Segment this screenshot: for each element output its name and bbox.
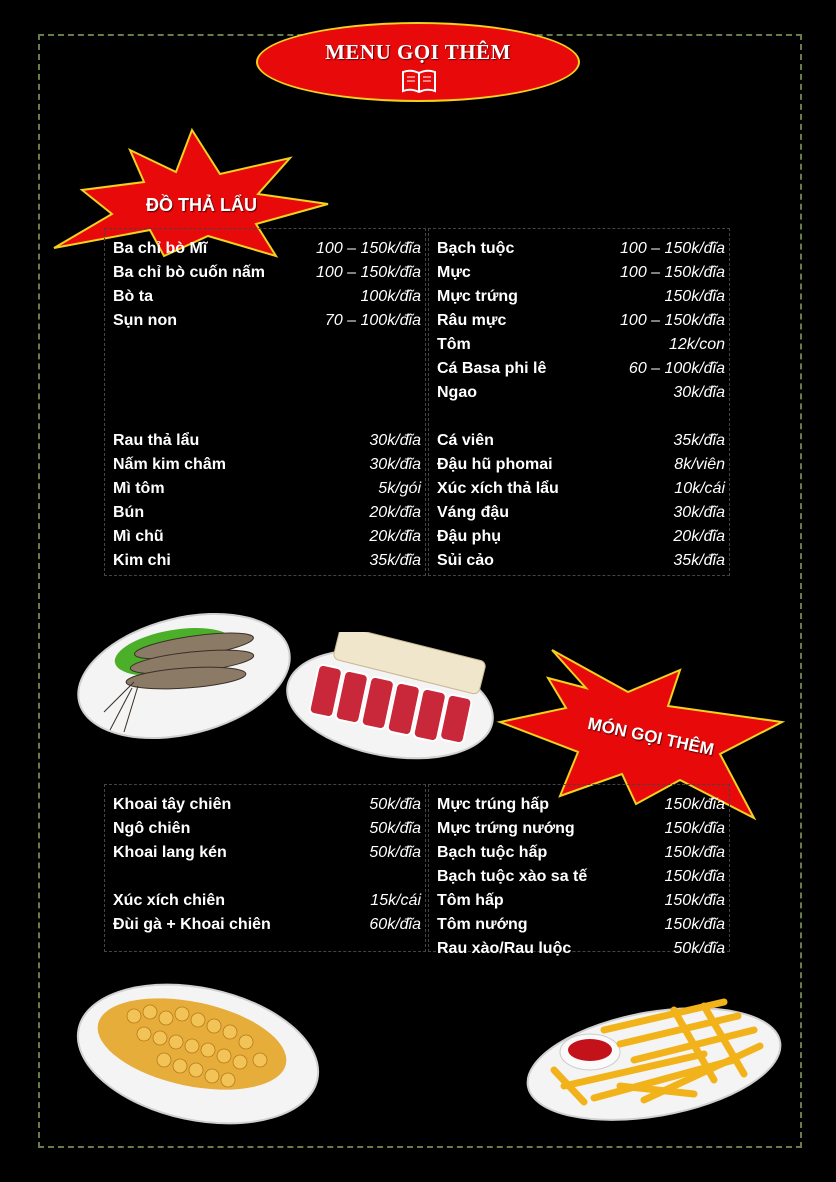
menu-item-name: Cá viên (437, 432, 494, 449)
menu-item-price: 60 – 100k/đĩa (628, 360, 725, 377)
extra-list-right (428, 784, 730, 957)
menu-item-price: 150k/đĩa (664, 796, 725, 813)
menu-item-name: Xúc xích thả lẩu (437, 480, 559, 497)
menu-item-price: 150k/đĩa (664, 916, 725, 933)
menu-item (429, 937, 729, 961)
shrimp-plate-image (74, 592, 296, 746)
menu-item (429, 333, 729, 357)
menu-item (429, 817, 729, 841)
menu-item-price: 12k/con (668, 336, 725, 353)
menu-item-name: Ngô chiên (113, 820, 191, 837)
menu-item (105, 477, 425, 501)
menu-item-name: Bò ta (113, 288, 153, 305)
menu-title-banner (256, 22, 580, 102)
menu-item-name: Râu mực (437, 312, 507, 329)
menu-item-price: 15k/cái (370, 892, 421, 909)
menu-item-price: 30k/đĩa (673, 504, 725, 521)
menu-item (105, 913, 425, 937)
menu-item (105, 309, 425, 333)
menu-item-price: 35k/đĩa (369, 552, 421, 569)
menu-item-name: Kim chi (113, 552, 171, 569)
menu-item-price: 35k/đĩa (673, 432, 725, 449)
menu-item (429, 357, 729, 381)
menu-item (105, 525, 425, 549)
menu-item (105, 237, 425, 261)
menu-item-price: 50k/đĩa (369, 796, 421, 813)
menu-item-price: 60k/đĩa (369, 916, 421, 933)
menu-item-name: Khoai lang kén (113, 844, 227, 861)
menu-item-name: Tôm nướng (437, 916, 528, 933)
menu-item-price: 100 – 150k/đĩa (316, 240, 421, 257)
menu-item-name: Mực (437, 264, 471, 281)
beef-enoki-plate-image (284, 632, 496, 762)
menu-item-price: 30k/đĩa (673, 384, 725, 401)
menu-item (429, 429, 729, 453)
menu-item (105, 501, 425, 525)
menu-item-name: Rau xào/Rau luộc (437, 940, 572, 957)
menu-item-price: 150k/đĩa (664, 868, 725, 885)
menu-item-price: 5k/gói (378, 480, 421, 497)
menu-item (429, 501, 729, 525)
menu-item-price: 50k/đĩa (369, 844, 421, 861)
menu-item-price: 150k/đĩa (664, 892, 725, 909)
menu-item-name: Mực trúng hấp (437, 796, 550, 813)
menu-item (429, 889, 729, 913)
menu-item-price: 10k/cái (674, 480, 725, 497)
menu-item-price: 150k/đĩa (664, 820, 725, 837)
menu-item-name: Bạch tuộc (437, 240, 515, 257)
extra-list-left (104, 784, 426, 952)
menu-item-price: 50k/đĩa (369, 820, 421, 837)
menu-item-name: Mực trứng nướng (437, 820, 575, 837)
menu-item (105, 793, 425, 817)
menu-item-name: Mì tôm (113, 480, 165, 497)
menu-item-name: Mực trứng (437, 288, 518, 305)
menu-item (105, 549, 425, 573)
menu-item-price: 100k/đĩa (360, 288, 421, 305)
menu-item-price: 35k/đĩa (673, 552, 725, 569)
menu-item-price: 150k/đĩa (664, 288, 725, 305)
menu-item (105, 261, 425, 285)
menu-item-price: 150k/đĩa (664, 844, 725, 861)
menu-item-name: Mì chũ (113, 528, 164, 545)
book-icon (401, 68, 437, 94)
menu-item-name: Đậu hũ phomai (437, 456, 553, 473)
menu-item-name: Rau thả lẩu (113, 432, 200, 449)
menu-item (105, 285, 425, 309)
menu-item (429, 237, 729, 261)
menu-item-name: Khoai tây chiên (113, 796, 232, 813)
menu-item-name: Ngao (437, 384, 477, 401)
menu-item-price: 30k/đĩa (369, 432, 421, 449)
menu-item (105, 453, 425, 477)
menu-item (429, 865, 729, 889)
extra-section-label: MÓN GỌI THÊM (586, 714, 716, 760)
menu-item-name: Xúc xích chiên (113, 892, 226, 909)
hotpot-section-label: ĐỒ THẢ LẨU (146, 195, 257, 215)
menu-item (105, 841, 425, 865)
page-title: MENU GỌI THÊM (325, 40, 511, 64)
menu-item-price: 50k/đĩa (673, 940, 725, 957)
hotpot-list-left (104, 228, 426, 576)
menu-item-price: 20k/đĩa (369, 528, 421, 545)
menu-item-price: 20k/đĩa (673, 528, 725, 545)
menu-item-price: 100 – 150k/đĩa (620, 312, 725, 329)
menu-item-name: Tôm hấp (437, 892, 504, 909)
menu-item-price: 100 – 150k/đĩa (620, 240, 725, 257)
menu-item-name: Cá Basa phi lê (437, 360, 547, 377)
menu-item (429, 285, 729, 309)
menu-item (429, 549, 729, 573)
menu-item (429, 913, 729, 937)
menu-item-price: 70 – 100k/đĩa (324, 312, 421, 329)
menu-item-name: Váng đậu (437, 504, 510, 521)
menu-item (429, 453, 729, 477)
menu-item-name: Bạch tuộc xào sa tế (437, 868, 588, 885)
menu-item-name: Sụn non (113, 312, 177, 329)
menu-item-name: Bún (113, 504, 145, 521)
menu-item-price: 30k/đĩa (369, 456, 421, 473)
menu-item (429, 309, 729, 333)
menu-item (105, 429, 425, 453)
fried-corn-plate-image (74, 976, 324, 1128)
menu-item-price: 20k/đĩa (369, 504, 421, 521)
menu-item-name: Ba chỉ bò Mĩ (113, 240, 208, 257)
menu-item (429, 525, 729, 549)
menu-item (105, 889, 425, 913)
menu-item-name: Nấm kim châm (113, 456, 226, 473)
menu-item-name: Đậu phụ (437, 528, 501, 545)
menu-item-name: Ba chỉ bò cuốn nấm (113, 264, 266, 281)
menu-item-name: Bạch tuộc hấp (437, 844, 548, 861)
menu-item-name: Tôm (437, 336, 471, 353)
menu-item-name: Đùi gà + Khoai chiên (113, 916, 271, 933)
menu-item (429, 381, 729, 405)
menu-item-name: Sủi cảo (437, 552, 494, 569)
menu-item (429, 477, 729, 501)
menu-item (429, 793, 729, 817)
menu-item (429, 841, 729, 865)
menu-item (105, 817, 425, 841)
menu-item-price: 100 – 150k/đĩa (316, 264, 421, 281)
french-fries-plate-image (524, 990, 784, 1122)
menu-item-price: 8k/viên (674, 456, 725, 473)
menu-item (429, 261, 729, 285)
menu-item-price: 100 – 150k/đĩa (620, 264, 725, 281)
hotpot-list-right (428, 228, 730, 576)
